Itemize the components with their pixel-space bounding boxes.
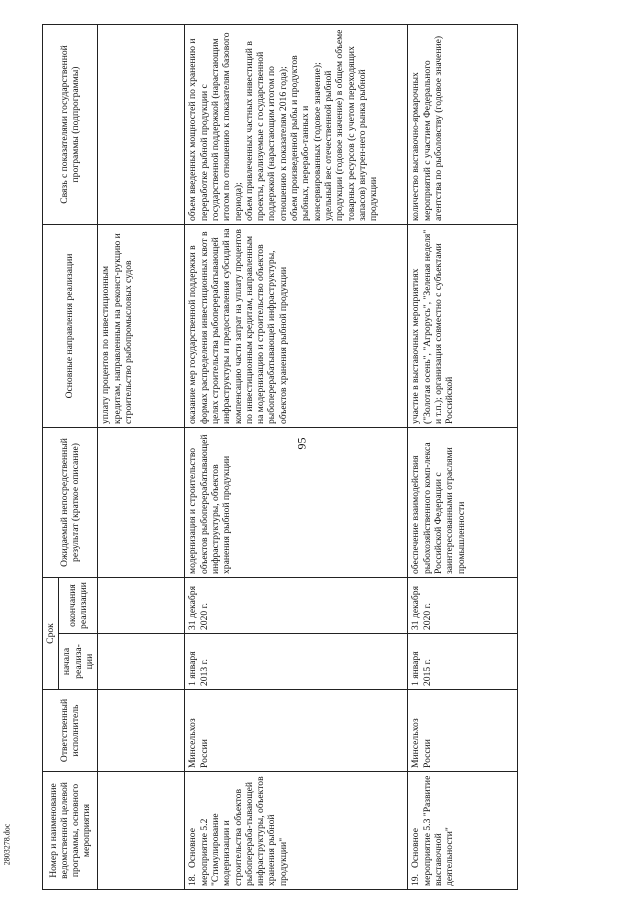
page-number: 95 — [294, 437, 309, 450]
cell-link: объем введенных мощностей по хранению и переработке рыбной продукции с государственной поддержкой (нарастающим итогом по отношению к показателям базового периода); объем привлеченных частных инвестиций в проекты, реализуемые с государственной поддержкой (нарастающим итогом по отношению к показателям 2016 года); объем произведенной рыбы и продуктов рыбных, перерабо-танных и консервированных (годовое значение); удельный вес отечественной рыбной продукции (годовое значение) в общем объеме товарных ресурсов (с учетом переходящих запасов) внутрен-него рынка рыбной продукции — [185, 25, 408, 225]
table-row — [185, 25, 408, 890]
cell-program-name — [185, 772, 408, 890]
rotated-table-container — [42, 25, 597, 890]
cell-empty — [98, 25, 185, 225]
cell-empty — [98, 428, 185, 578]
cell-end: 31 декабря 2020 г. — [185, 578, 408, 634]
cell-executor: Минсельхоз России — [408, 690, 518, 772]
header-directions: Основные направления реализации — [43, 225, 98, 428]
cell-end: 31 декабря 2020 г. — [408, 578, 518, 634]
cell-empty — [98, 578, 185, 634]
cell-executor: Минсельхоз России — [185, 690, 408, 772]
program-table — [42, 24, 518, 890]
header-result: Ожидаемый непосредственный результат (краткое описание) — [43, 428, 98, 578]
row-number: 18. — [187, 874, 199, 886]
table-row — [408, 25, 518, 890]
cell-link: количество выставочно-ярмарочных мероприятий с участием Федерального агентства по рыболовству (годовое значение) — [408, 25, 518, 225]
document-code: 2803278.doc — [2, 823, 12, 866]
header-link: Связь с показателями государственной программы (подпрограммы) — [43, 25, 98, 225]
header-srok: Срок — [43, 578, 59, 690]
row-name: Основное мероприятие 5.3 "Развитие выставочной деятельности" — [410, 775, 456, 886]
cell-empty — [98, 690, 185, 772]
cell-directions: уплату процентов по инвестиционным кредитам, направленным на реконст-рукцию и строительство рыбопромысловых судов — [98, 225, 185, 428]
cell-empty — [98, 772, 185, 890]
cell-start: 1 января 2013 г. — [185, 634, 408, 690]
row-name: Основное мероприятие 5.2 "Стимулирование модернизации и строительства объектов рыбоперераба-тывающей инфраструктуры, объектов хранения рыбной продукции" — [187, 776, 289, 886]
cell-directions: оказание мер государственной поддержки в формах распределения инвестиционных квот в целях строительства рыбоперерабатывающей инфраструктуры и предоставления субсидий на компенсацию части затрат на уплату процентов по инвестиционным кредитам, направленным на модернизацию и строительство объектов рыбоперерабатывающей инфраструктуры, объектов хранения рыбной продукции — [185, 225, 408, 428]
header-program-name: Номер и наименование ведомственной целевой программы, основного мероприятия — [43, 772, 98, 890]
cell-result: модернизация и строительство объектов рыбоперерабатывающей инфраструктуры, объектов хранения рыбной продукции — [185, 428, 408, 578]
cell-start: 1 января 2015 г. — [408, 634, 518, 690]
cell-result: обеспечение взаимодействия рыбохозяйственного комп-лекса Российской Федерации с заинтересованными отраслями промышленности — [408, 428, 518, 578]
header-executor: Ответственный исполнитель — [43, 690, 98, 772]
cell-program-name — [408, 772, 518, 890]
table-row — [98, 25, 185, 890]
header-end: окончания реализации — [59, 578, 98, 634]
cell-empty — [98, 634, 185, 690]
header-row — [43, 25, 59, 890]
cell-directions: участие в выставочных мероприятиях ("Золотая осень", "Агрорусь", "Зеленая неделя" и т.п.); организация совместно с субъектами Российской — [408, 225, 518, 428]
header-start: начала реализа-ции — [59, 634, 98, 690]
row-number: 19. — [410, 874, 422, 886]
